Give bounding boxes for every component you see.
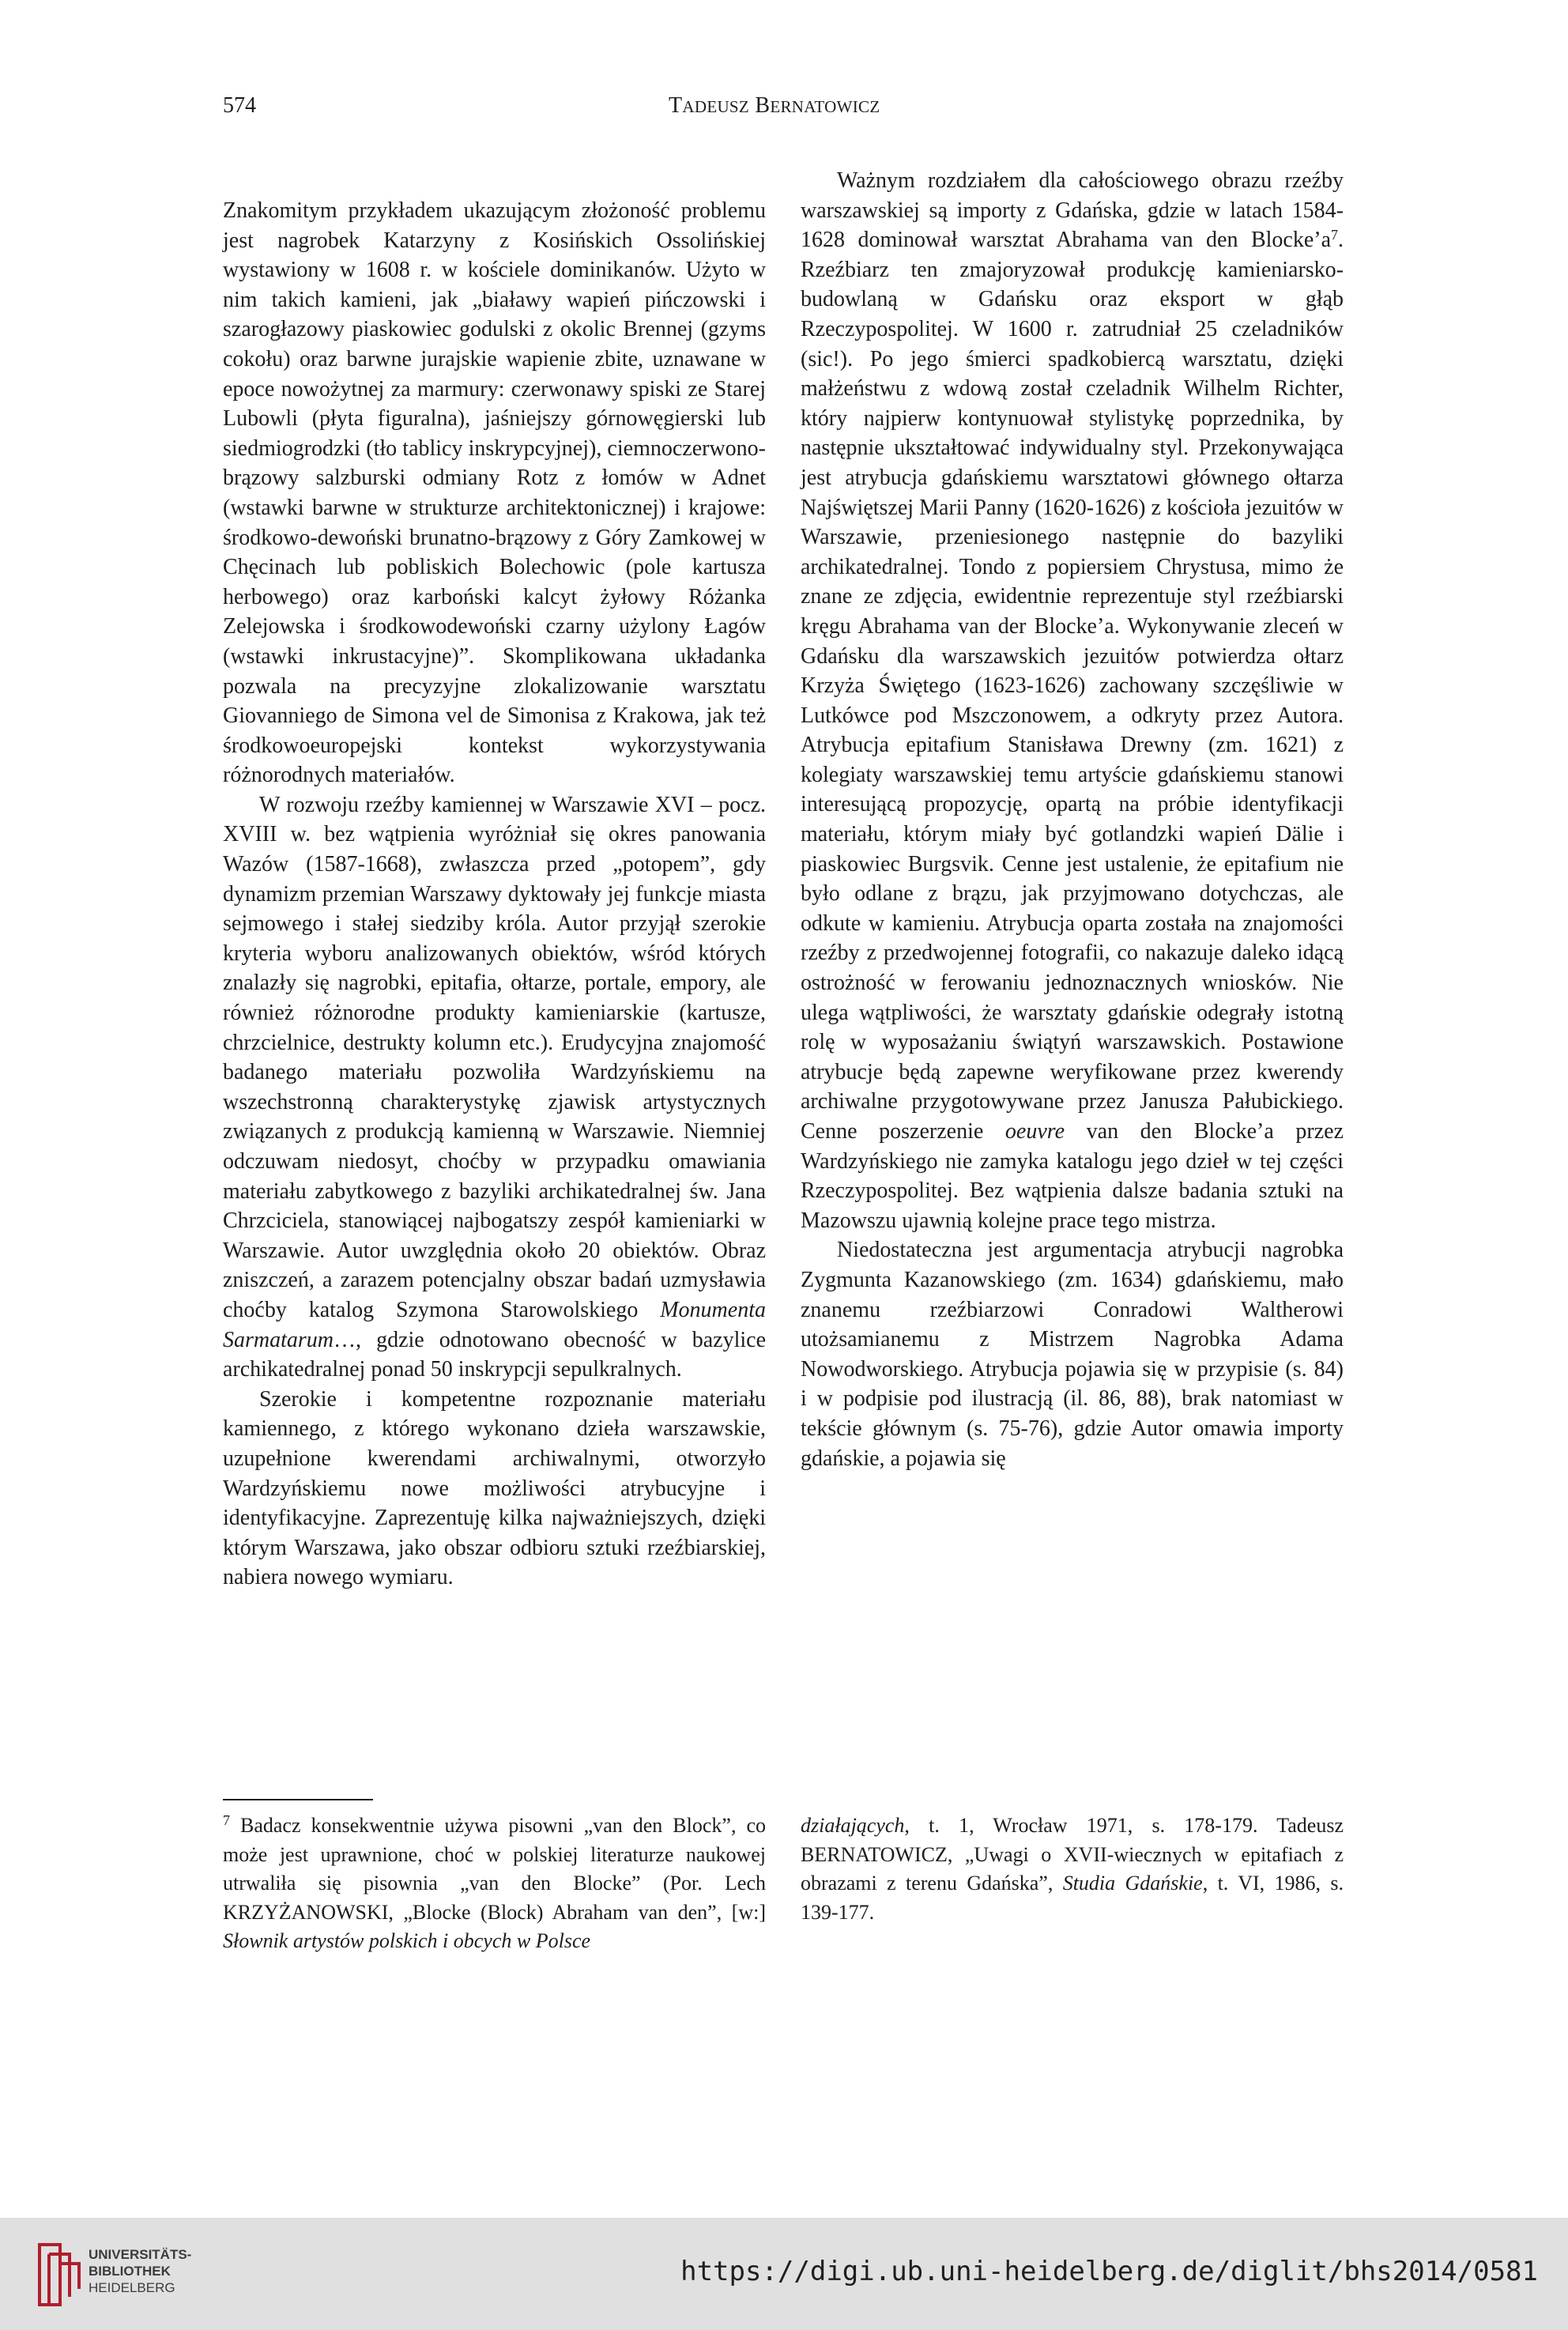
right-column (801, 166, 1344, 1473)
paragraph-text: …, gdzie odnotowano obecność w bazylice archikatedralnej ponad 50 inskrypcji sepulkralnych. (223, 1327, 766, 1382)
logo-line: UNIVERSITÄTS- (89, 2247, 192, 2262)
library-logo-text[interactable] (89, 2246, 191, 2296)
running-head (669, 93, 880, 119)
footnote-left (223, 1812, 766, 1956)
footnote-italic: działających (801, 1814, 905, 1837)
paragraph-text: W rozwoju rzeźby kamiennej w Warszawie XVI – pocz. XVIII w. bez wątpienia wyróżniał się okres panowania Wazów (1587-1668), zwłaszcza przed „potopem”, gdy dynamizm przemian Warszawy dyktowały jej funkcje miasta sejmowego i stałej siedziby króla. Autor przyjął szerokie kryteria wyboru analizowanych obiektów, wśród których znalazły się nagrobki, epitafia, ołtarze, portale, empory, ale również różnorodne produkty kamieniarskie (kartusze, chrzcielnice, destrukty kolumn etc.). Erudycyjna znajomość badanego materiału pozwoliła Wardzyńskiemu na wszechstronną charakterystykę zjawisk artystycznych związanych z produkcją kamienną w Warszawie. Niemniej odczuwam niedosyt, choćby w przypadku omawiania materiału zabytkowego z bazyliki archikatedralnej św. Jana Chrzciciela, stanowiącej najbogatszy zespół kamieniarki w Warszawie. Autor uwzględnia około 20 obiektów. Obraz zniszczeń, a zarazem potencjalny obszar badań uzmysławia choćby katalog Szymona Starowolskiego (223, 792, 766, 1322)
paragraph (223, 790, 766, 1385)
footnote-ref[interactable]: 7 (1331, 227, 1338, 243)
italic-term: oeuvre (1004, 1119, 1065, 1144)
footer-bar (0, 2218, 1568, 2330)
running-head-rest-2: ERNATOWICZ (770, 97, 880, 116)
footnote-body: Badacz konsekwentnie używa pisowni „van den Block”, co może jest uprawnione, choć w polskiej literaturze naukowej utrwaliła się pisownia „van den Blocke” (Por. Lech KRZYŻANOWSKI, „Blocke (Block) Abraham van den”, [w:] (223, 1814, 766, 1924)
footnote-italic: Studia Gdańskie (1062, 1872, 1203, 1895)
paragraph (801, 166, 1344, 1235)
footnote-right (801, 1812, 1344, 1927)
paragraph: Szerokie i kompetentne rozpoznanie materiału kamiennego, z którego wykonano dzieła warszawskie, uzupełnione kwerendami archiwalnymi, otworzyło Wardzyńskiemu nowe możliwości atrybucyjne i identyfikacyjne. Zaprezentuję kilka najważniejszych, dzięki którym Warszawa, jako obszar odbioru sztuki rzeźbiarskiej, nabiera nowego wymiaru. (223, 1386, 766, 1590)
page-number: 574 (223, 93, 256, 118)
running-head-initial-1: T (669, 93, 683, 118)
library-logo-icon[interactable] (36, 2238, 84, 2311)
footnote-divider (223, 1799, 373, 1800)
logo-line: BIBLIOTHEK (89, 2264, 171, 2279)
book-title: Monumenta Sarmatarum (223, 1297, 766, 1352)
paragraph-text: Ważnym rozdziałem dla całościowego obrazu rzeźby warszawskiej są importy z Gdańska, gdzie w latach 1584-1628 dominował warsztat Abrahama van den Blocke’a (801, 168, 1344, 253)
left-column (223, 196, 766, 1593)
footnote-text (223, 1812, 766, 1956)
running-head-rest-1: ADEUSZ (682, 97, 750, 116)
footnote-body: , t. 1, Wrocław 1971, s. 178-179. Tadeusz BERNATOWICZ, „Uwagi o XVII-wiecznych w epitafiach z obrazami z terenu Gdańska”, (801, 1814, 1344, 1895)
footnote-number: 7 (223, 1812, 230, 1828)
running-head-initial-2: B (755, 93, 771, 118)
source-url[interactable]: https://digi.ub.uni-heidelberg.de/diglit/bhs2014/0581 (680, 2256, 1538, 2287)
logo-line: HEIDELBERG (89, 2280, 175, 2295)
paragraph-text: van den Blocke’a przez Wardzyńskiego nie zamyka katalogu jego dzieł w tej części Rzeczypospolitej. Bez wątpienia dalsze badania sztuki na Mazowszu ujawnią kolejne prace tego mistrza. (801, 1119, 1344, 1233)
footnote-italic: Słownik artystów polskich i obcych w Polsce (223, 1929, 591, 1952)
paragraph: Niedostateczna jest argumentacja atrybucji nagrobka Zygmunta Kazanowskiego (zm. 1634) gdańskiemu, mało znanemu rzeźbiarzowi Conradowi Waltherowi utożsamianemu z Mistrzem Nagrobka Adama Nowodworskiego. Atrybucja pojawia się w przypisie (s. 84) i w podpisie pod ilustracją (il. 86, 88), brak natomiast w tekście głównym (s. 75-76), gdzie Autor omawia importy gdańskie, a pojawia się (801, 1238, 1344, 1471)
footnote-text (801, 1812, 1344, 1927)
paragraph-text: . Rzeźbiarz ten zmajoryzował produkcję kamieniarsko-budowlaną w Gdańsku oraz eksport w głąb Rzeczypospolitej. W 1600 r. zatrudniał 25 czeladników (sic!). Po jego śmierci spadkobiercą warsztatu, dzięki małżeństwu z wdową został czeladnik Wilhelm Richter, który najpierw kontynuował stylistykę poprzednika, by następnie ukształtować indywidualny styl. Przekonywająca jest atrybucja gdańskiemu warsztatowi głównego ołtarza Najświętszej Marii Panny (1620-1626) z kościoła jezuitów w Warszawie, przeniesionego następnie do bazyliki archikatedralnej. Tondo z popiersiem Chrystusa, mimo że znane ze zdjęcia, ewidentnie reprezentuje styl rzeźbiarski kręgu Abrahama van der Blocke’a. Wykonywanie zleceń w Gdańsku dla warszawskich jezuitów potwierdza ołtarz Krzyża Świętego (1623-1626) zachowany szczęśliwie w Lutkówce pod Mszczonowem, a odkryty przez Autora. Atrybucja epitafium Stanisława Drewny (zm. 1621) z kolegiaty warszawskiej temu artyście gdańskiemu stanowi interesującą propozycję, opartą na próbie identyfikacji materiału, którym miały być gotlandzki wapień Dälie i piaskowiec Burgsvik. Cenne jest ustalenie, że epitafium nie było odlane z brązu, jak przyjmowano dotychczas, ale odkute w kamieniu. Atrybucja oparta została na znajomości rzeźby z przedwojennej fotografii, co nakazuje daleko idącą ostrożność w ferowaniu jednoznacznych wniosków. Nie ulega wątpliwości, że warsztaty gdańskie odegrały istotną rolę w wyposażaniu świątyń warszawskich. Postawione atrybucje będą zapewne weryfikowane przez kwerendy archiwalne przygotowywane przez Janusza Pałubickiego. Cenne poszerzenie (801, 228, 1344, 1144)
footnote-body: , t. VI, 1986, s. 139-177. (801, 1872, 1344, 1924)
paragraph: Znakomitym przykładem ukazującym złożoność problemu jest nagrobek Katarzyny z Kosińskich Ossolińskiej wystawiony w 1608 r. w kościele dominikanów. Użyto w nim takich kamieni, jak „białawy wapień pińczowski i szarogłazowy piaskowiec godulski z okolic Brennej (gzyms cokołu) oraz barwne jurajskie wapienie zbite, uznawane w epoce nowożytnej za marmury: czerwonawy spiski ze Starej Lubowli (płyta figuralna), jaśniejszy górnowęgierski lub siedmiogrodzki (tło tablicy inskrypcyjnej), ciemnoczerwono-brązowy salzburski odmiany Rotz z łomów w Adnet (wstawki barwne w strukturze architektonicznej) i krajowe: środkowo-dewoński brunatno-brązowy z Góry Zamkowej w Chęcinach lub pobliskich Bolechowic (pole kartusza herbowego) oraz karboński kalcyt żyłowy Różanka Zelejowska i środkowodewoński czarny użylony Łagów (wstawki inkrustacyjne)”. Skomplikowana układanka pozwala na precyzyjne zlokalizowanie warsztatu Giovanniego de Simona vel de Simonisa z Krakowa, jak też środkowoeuropejski kontekst wykorzystywania różnorodnych materiałów. (223, 198, 766, 788)
